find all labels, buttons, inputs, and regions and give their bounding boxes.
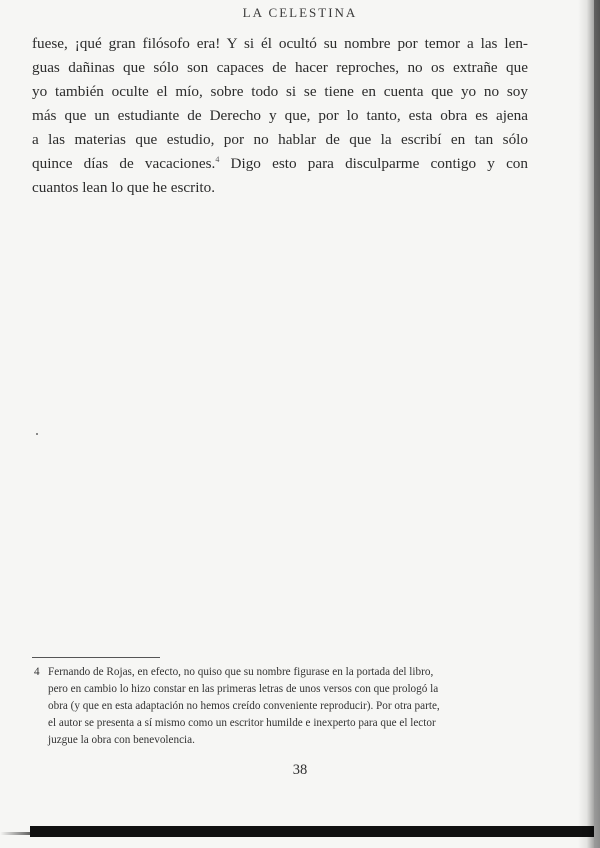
scan-edge-fade — [0, 832, 30, 835]
body-text — [32, 32, 528, 200]
body-line: más que un estudiante de Derecho y que, por lo tanto, esta obra es ajena — [32, 107, 528, 124]
footnote-reference: 4 — [215, 154, 220, 164]
spine-edge — [594, 0, 600, 848]
footnote-line: pero en cambio lo hizo constar en las primeras letras de unos versos con que prologó la — [48, 683, 439, 695]
footnote-number: 4 — [34, 666, 40, 678]
footnote — [34, 664, 528, 749]
footnote-text: Fernando de Rojas, en efecto, no quiso que su nombre figurase en la portada del libro, — [48, 666, 434, 678]
body-line: yo también oculte el mío, sobre todo si se tiene en cuenta que yo no soy — [32, 83, 528, 100]
body-line: cuantos lean lo que he escrito. — [32, 179, 216, 196]
footnote-line: obra (y que en esta adaptación no hemos creído conveniente reproducir). Por otra parte, — [48, 700, 440, 712]
body-line: guas dañinas que sólo son capaces de hacer reproches, no os extrañe que — [32, 59, 528, 76]
margin-speck — [36, 433, 38, 435]
body-line-segment: Digo esto para disculparme contigo y con — [219, 155, 528, 172]
body-line-with-footnote-ref — [32, 152, 528, 176]
scan-bottom-edge — [30, 826, 594, 837]
footnote-divider — [32, 657, 160, 658]
body-line: a las materias que estudio, por no hablar de que la escribí en tan sólo — [32, 131, 528, 148]
footnote-line — [34, 664, 528, 681]
page-number: 38 — [292, 762, 308, 778]
running-head: LA CELESTINA — [242, 5, 358, 20]
footnote-line: el autor se presenta a sí mismo como un escritor humilde e inexperto para que el lector — [48, 717, 436, 729]
body-line: fuese, ¡qué gran filósofo era! Y si él ocultó su nombre por temor a las len- — [32, 35, 528, 52]
body-line-segment: quince días de vacaciones. — [32, 155, 216, 172]
footnote-line: juzgue la obra con benevolencia. — [48, 734, 195, 746]
